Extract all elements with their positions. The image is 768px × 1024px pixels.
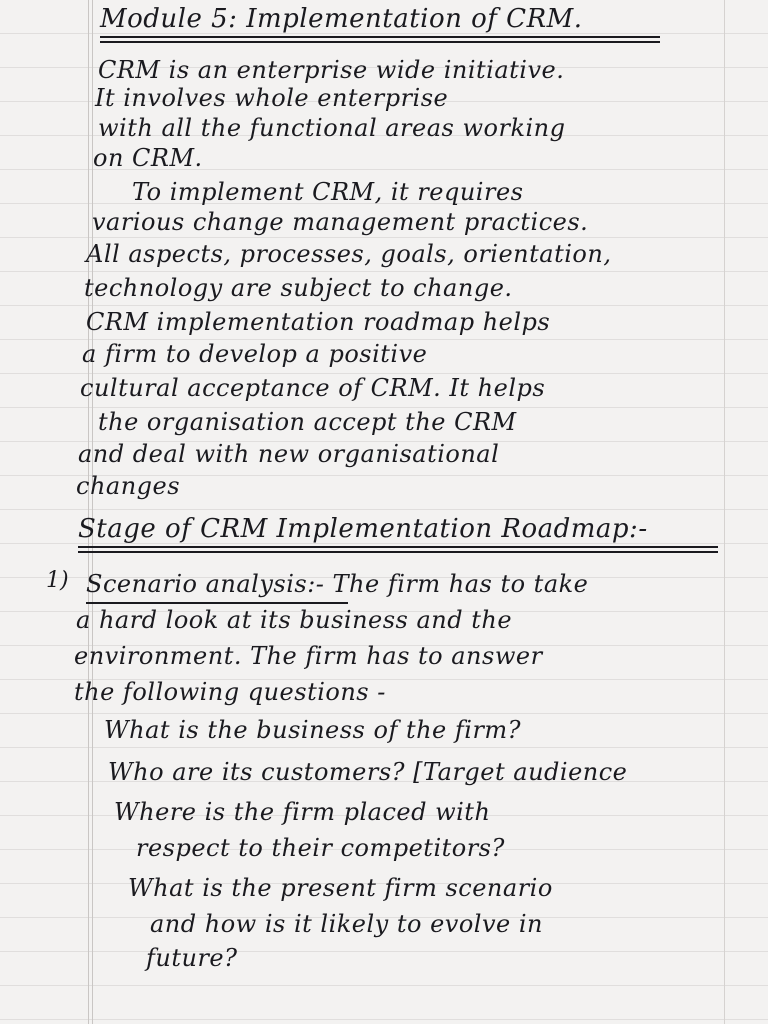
paragraph-line: a firm to develop a positive (82, 340, 428, 368)
heading-underline (78, 551, 718, 553)
title-underline (100, 36, 660, 38)
question-line: What is the present firm scenario (128, 874, 553, 902)
paragraph-line: CRM is an enterprise wide initiative. (98, 56, 565, 84)
step-line: the following questions - (74, 678, 386, 706)
paragraph-line: with all the functional areas working (98, 114, 566, 142)
step-title-underline (86, 602, 348, 604)
section-heading: Stage of CRM Implementation Roadmap:- (78, 514, 648, 544)
question-line: respect to their competitors? (136, 834, 505, 862)
step-line: Scenario analysis:- The firm has to take (86, 570, 589, 598)
paragraph-line: It involves whole enterprise (95, 84, 449, 112)
paragraph-line: CRM implementation roadmap helps (86, 308, 551, 336)
paragraph-line: and deal with new organisational (78, 440, 500, 468)
question-line: Who are its customers? [Target audience (108, 758, 628, 786)
paragraph-line: various change management practices. (92, 208, 589, 236)
heading-underline (78, 546, 718, 548)
title-underline (100, 41, 660, 43)
question-line: Where is the firm placed with (114, 798, 491, 826)
question-line: and how is it likely to evolve in (150, 910, 543, 938)
margin-line (88, 0, 89, 1024)
paragraph-line: cultural acceptance of CRM. It helps (80, 374, 546, 402)
paragraph-line: To implement CRM, it requires (132, 178, 524, 206)
paragraph-line: All aspects, processes, goals, orientation, (86, 240, 612, 268)
paragraph-line: changes (76, 472, 181, 500)
margin-line (724, 0, 725, 1024)
module-title: Module 5: Implementation of CRM. (100, 4, 583, 34)
paragraph-line: the organisation accept the CRM (98, 408, 517, 436)
question-line: future? (146, 944, 238, 972)
step-number: 1) (46, 568, 69, 593)
paragraph-line: technology are subject to change. (84, 274, 513, 302)
step-line: a hard look at its business and the (76, 606, 513, 634)
step-line: environment. The firm has to answer (74, 642, 543, 670)
paragraph-line: on CRM. (93, 144, 203, 172)
question-line: What is the business of the firm? (104, 716, 522, 744)
